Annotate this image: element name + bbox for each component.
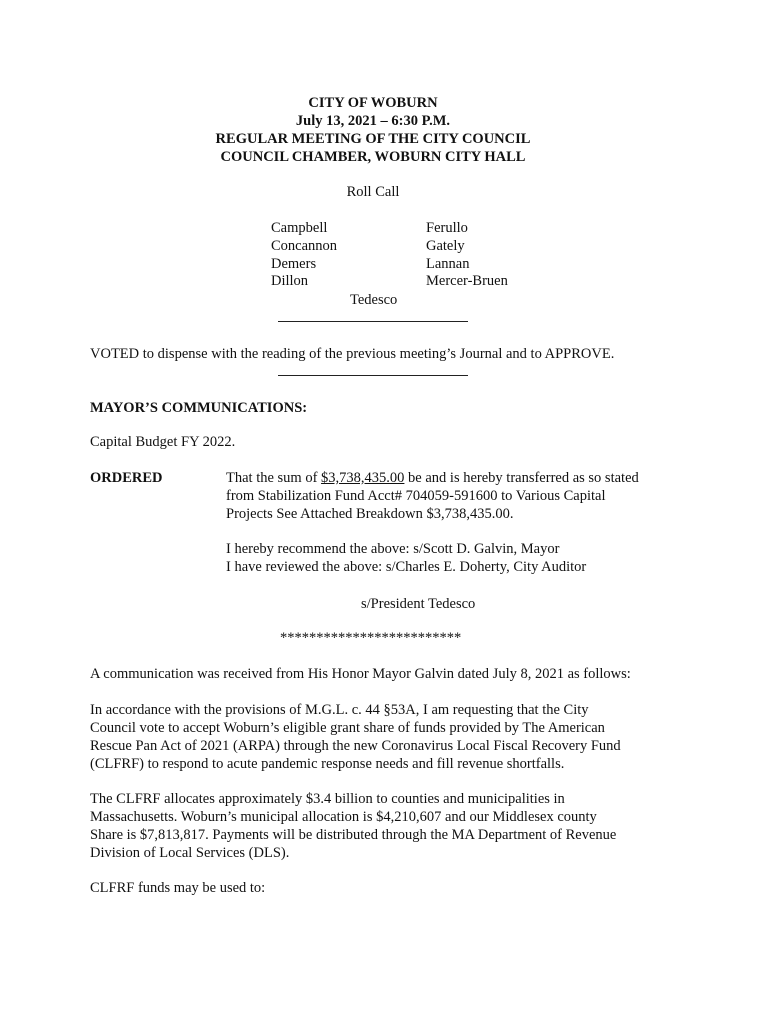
roll-call-member: Demers	[271, 256, 317, 272]
divider	[278, 321, 468, 322]
capital-budget-item: Capital Budget FY 2022.	[90, 434, 236, 450]
header-location: COUNCIL CHAMBER, WOBURN CITY HALL	[220, 149, 526, 165]
ordered-line: from Stabilization Fund Acct# 704059-591600 to Various Capital	[226, 488, 606, 504]
paragraph-line: Division of Local Services (DLS).	[90, 845, 290, 861]
paragraph-line: Massachusetts. Woburn’s municipal allocation is $4,210,607 and our Middlesex county	[90, 809, 597, 825]
ordered-line	[226, 469, 639, 487]
ordered-line: Projects See Attached Breakdown $3,738,435.00.	[226, 506, 514, 522]
ordered-text: That the sum of	[226, 470, 322, 486]
roll-call-member: Tedesco	[350, 292, 398, 308]
voted-statement: VOTED to dispense with the reading of the previous meeting’s Journal and to APPROVE.	[90, 346, 615, 362]
roll-call-member: Dillon	[271, 273, 309, 289]
header-city: CITY OF WOBURN	[308, 95, 438, 111]
paragraph-line: Council vote to accept Woburn’s eligible grant share of funds provided by The American	[90, 720, 605, 736]
communication-intro: A communication was received from His Honor Mayor Galvin dated July 8, 2021 as follows:	[90, 666, 631, 682]
clfrf-uses-heading: CLFRF funds may be used to:	[90, 880, 266, 896]
paragraph-line: (CLFRF) to respond to acute pandemic response needs and fill revenue shortfalls.	[90, 756, 565, 772]
ordered-text: be and is hereby transferred as so stated	[404, 470, 639, 486]
paragraph-line: The CLFRF allocates approximately $3.4 billion to counties and municipalities in	[90, 791, 565, 807]
paragraph-line: Share is $7,813,817. Payments will be distributed through the MA Department of Revenue	[90, 827, 617, 843]
divider	[278, 375, 468, 376]
president-signature: s/President Tedesco	[361, 596, 476, 612]
ordered-amount: $3,738,435.00	[321, 470, 405, 486]
roll-call-member: Gately	[426, 238, 465, 254]
section-heading: MAYOR’S COMMUNICATIONS:	[90, 400, 308, 416]
paragraph-line: Rescue Pan Act of 2021 (ARPA) through the new Coronavirus Local Fiscal Recovery Fund	[90, 738, 621, 754]
paragraph-line: In accordance with the provisions of M.G.L. c. 44 §53A, I am requesting that the City	[90, 702, 589, 718]
ordered-label: ORDERED	[90, 470, 163, 486]
header-date: July 13, 2021 – 6:30 P.M.	[295, 113, 451, 129]
reviewed-line: I have reviewed the above: s/Charles E. Doherty, City Auditor	[226, 559, 587, 575]
recommend-line: I hereby recommend the above: s/Scott D. Galvin, Mayor	[226, 541, 560, 557]
roll-call-member: Lannan	[426, 256, 470, 272]
roll-call-member: Mercer-Bruen	[426, 273, 508, 289]
roll-call-title: Roll Call	[346, 184, 400, 200]
roll-call-member: Campbell	[271, 220, 328, 236]
roll-call-member: Concannon	[271, 238, 338, 254]
header-meeting: REGULAR MEETING OF THE CITY COUNCIL	[215, 131, 531, 147]
roll-call-member: Ferullo	[426, 220, 468, 236]
asterisk-separator: *************************	[280, 630, 462, 646]
